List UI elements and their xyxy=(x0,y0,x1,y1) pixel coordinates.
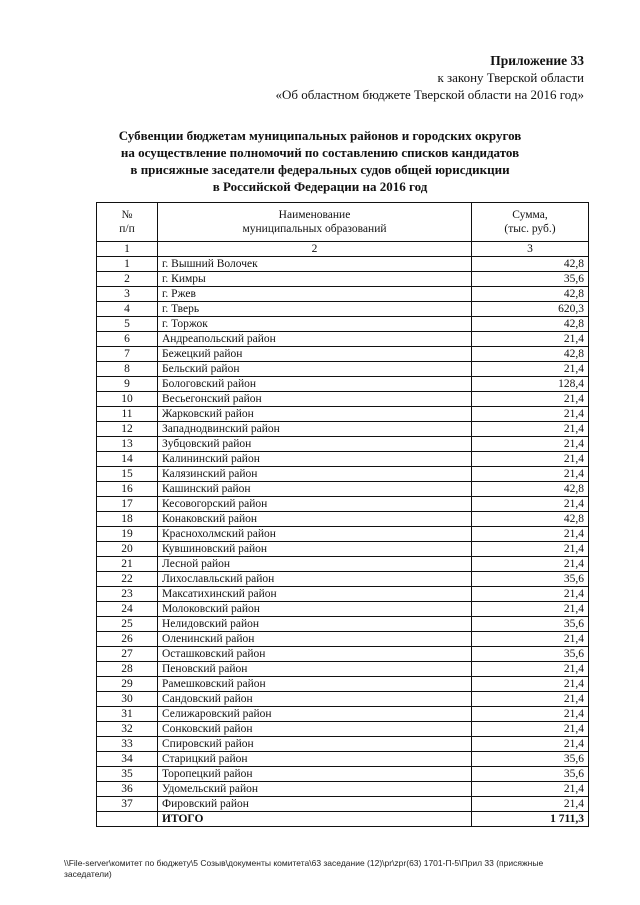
row-name: Зубцовский район xyxy=(158,437,472,452)
row-number: 1 xyxy=(97,257,158,272)
row-name: Максатихинский район xyxy=(158,587,472,602)
row-number: 32 xyxy=(97,722,158,737)
row-sum: 21,4 xyxy=(472,662,589,677)
row-sum: 21,4 xyxy=(472,677,589,692)
row-sum: 21,4 xyxy=(472,557,589,572)
row-name: Бельский район xyxy=(158,362,472,377)
row-name: Бежецкий район xyxy=(158,347,472,362)
table-row xyxy=(97,497,589,512)
row-sum: 35,6 xyxy=(472,767,589,782)
row-name: Старицкий район xyxy=(158,752,472,767)
row-number: 30 xyxy=(97,692,158,707)
row-name: г. Ржев xyxy=(158,287,472,302)
row-number: 19 xyxy=(97,527,158,542)
table-row xyxy=(97,272,589,287)
column-number: 3 xyxy=(472,242,589,257)
row-sum: 42,8 xyxy=(472,257,589,272)
row-number: 35 xyxy=(97,767,158,782)
row-name: г. Кимры xyxy=(158,272,472,287)
row-number: 12 xyxy=(97,422,158,437)
table-row xyxy=(97,437,589,452)
row-sum: 21,4 xyxy=(472,332,589,347)
row-sum: 21,4 xyxy=(472,362,589,377)
row-sum: 35,6 xyxy=(472,752,589,767)
table-row xyxy=(97,587,589,602)
appendix-title: Приложение 33 xyxy=(490,53,584,68)
row-number: 2 xyxy=(97,272,158,287)
row-number: 3 xyxy=(97,287,158,302)
header-name: Наименование муниципальных образований xyxy=(158,203,472,242)
row-number: 26 xyxy=(97,632,158,647)
row-name: г. Тверь xyxy=(158,302,472,317)
title-line: Субвенции бюджетам муниципальных районов и городских округов xyxy=(118,128,522,143)
row-number: 18 xyxy=(97,512,158,527)
table-row xyxy=(97,737,589,752)
row-name: Торопецкий район xyxy=(158,767,472,782)
row-sum: 21,4 xyxy=(472,437,589,452)
table-row xyxy=(97,572,589,587)
row-sum: 21,4 xyxy=(472,392,589,407)
table-row xyxy=(97,287,589,302)
row-number: 31 xyxy=(97,707,158,722)
row-number: 14 xyxy=(97,452,158,467)
row-number: 27 xyxy=(97,647,158,662)
document-title xyxy=(0,127,640,195)
row-number: 6 xyxy=(97,332,158,347)
row-name: Кашинский район xyxy=(158,482,472,497)
row-number: 34 xyxy=(97,752,158,767)
row-sum: 35,6 xyxy=(472,272,589,287)
total-label: ИТОГО xyxy=(158,812,472,827)
row-name: Бологовский район xyxy=(158,377,472,392)
row-number: 17 xyxy=(97,497,158,512)
appendix-line-2: «Об областном бюджете Тверской области на 2016 год» xyxy=(275,87,584,102)
row-number: 9 xyxy=(97,377,158,392)
table-row xyxy=(97,662,589,677)
row-sum: 21,4 xyxy=(472,467,589,482)
row-sum: 21,4 xyxy=(472,497,589,512)
table-row xyxy=(97,302,589,317)
column-number: 1 xyxy=(97,242,158,257)
row-name: Осташковский район xyxy=(158,647,472,662)
table-row xyxy=(97,482,589,497)
row-number: 22 xyxy=(97,572,158,587)
row-sum: 42,8 xyxy=(472,317,589,332)
row-sum: 35,6 xyxy=(472,617,589,632)
row-name: Кувшиновский район xyxy=(158,542,472,557)
row-number: 13 xyxy=(97,437,158,452)
row-sum: 21,4 xyxy=(472,407,589,422)
row-name: Сонковский район xyxy=(158,722,472,737)
row-name: Селижаровский район xyxy=(158,707,472,722)
row-number: 33 xyxy=(97,737,158,752)
appendix-block xyxy=(276,52,584,103)
row-name: Конаковский район xyxy=(158,512,472,527)
table-row xyxy=(97,467,589,482)
row-sum: 35,6 xyxy=(472,647,589,662)
row-sum: 21,4 xyxy=(472,797,589,812)
row-name: г. Торжок xyxy=(158,317,472,332)
table-row xyxy=(97,317,589,332)
row-sum: 42,8 xyxy=(472,482,589,497)
row-number: 11 xyxy=(97,407,158,422)
row-sum: 21,4 xyxy=(472,602,589,617)
row-sum: 21,4 xyxy=(472,422,589,437)
row-sum: 42,8 xyxy=(472,287,589,302)
table-row xyxy=(97,557,589,572)
table-row xyxy=(97,542,589,557)
row-name: Спировский район xyxy=(158,737,472,752)
row-sum: 21,4 xyxy=(472,542,589,557)
title-line: в Российской Федерации на 2016 год xyxy=(212,179,428,194)
table-row xyxy=(97,377,589,392)
row-sum: 21,4 xyxy=(472,527,589,542)
row-number: 29 xyxy=(97,677,158,692)
table-row xyxy=(97,617,589,632)
row-name: Калининский район xyxy=(158,452,472,467)
row-name: Рамешковский район xyxy=(158,677,472,692)
row-name: Лесной район xyxy=(158,557,472,572)
table-row xyxy=(97,392,589,407)
row-name: г. Вышний Волочек xyxy=(158,257,472,272)
row-name: Оленинский район xyxy=(158,632,472,647)
table-row xyxy=(97,362,589,377)
table-row xyxy=(97,692,589,707)
row-name: Фировский район xyxy=(158,797,472,812)
row-number: 24 xyxy=(97,602,158,617)
table-row xyxy=(97,257,589,272)
table-row xyxy=(97,722,589,737)
table-row xyxy=(97,752,589,767)
table-row xyxy=(97,347,589,362)
total-sum: 1 711,3 xyxy=(472,812,589,827)
row-number: 23 xyxy=(97,587,158,602)
column-number-row xyxy=(97,242,589,257)
table-row xyxy=(97,632,589,647)
row-number: 37 xyxy=(97,797,158,812)
table-row xyxy=(97,422,589,437)
row-number: 16 xyxy=(97,482,158,497)
row-sum: 42,8 xyxy=(472,512,589,527)
total-empty xyxy=(97,812,158,827)
row-sum: 21,4 xyxy=(472,692,589,707)
row-name: Жарковский район xyxy=(158,407,472,422)
row-name: Удомельский район xyxy=(158,782,472,797)
row-sum: 21,4 xyxy=(472,782,589,797)
row-number: 10 xyxy=(97,392,158,407)
row-sum: 42,8 xyxy=(472,347,589,362)
row-name: Западнодвинский район xyxy=(158,422,472,437)
table-row xyxy=(97,647,589,662)
row-name: Андреапольский район xyxy=(158,332,472,347)
header-number: № п/п xyxy=(97,203,158,242)
row-number: 5 xyxy=(97,317,158,332)
subventions-table xyxy=(96,202,589,827)
row-number: 15 xyxy=(97,467,158,482)
row-number: 8 xyxy=(97,362,158,377)
row-name: Пеновский район xyxy=(158,662,472,677)
row-number: 21 xyxy=(97,557,158,572)
row-name: Краснохолмский район xyxy=(158,527,472,542)
row-name: Лихославльский район xyxy=(158,572,472,587)
row-sum: 21,4 xyxy=(472,707,589,722)
column-number: 2 xyxy=(158,242,472,257)
table-row xyxy=(97,407,589,422)
row-sum: 21,4 xyxy=(472,452,589,467)
row-number: 20 xyxy=(97,542,158,557)
row-sum: 21,4 xyxy=(472,587,589,602)
table-header-row xyxy=(97,203,589,242)
row-name: Кесовогорский район xyxy=(158,497,472,512)
row-number: 4 xyxy=(97,302,158,317)
appendix-line-1: к закону Тверской области xyxy=(437,70,584,85)
title-line: в присяжные заседатели федеральных судов общей юрисдикции xyxy=(130,162,510,177)
row-number: 36 xyxy=(97,782,158,797)
table-row xyxy=(97,677,589,692)
row-name: Сандовский район xyxy=(158,692,472,707)
row-name: Весьегонский район xyxy=(158,392,472,407)
total-row xyxy=(97,812,589,827)
table-row xyxy=(97,452,589,467)
row-name: Калязинский район xyxy=(158,467,472,482)
table-row xyxy=(97,782,589,797)
row-sum: 620,3 xyxy=(472,302,589,317)
table-row xyxy=(97,527,589,542)
row-sum: 21,4 xyxy=(472,632,589,647)
row-sum: 21,4 xyxy=(472,737,589,752)
table-row xyxy=(97,512,589,527)
table-row xyxy=(97,707,589,722)
row-name: Нелидовский район xyxy=(158,617,472,632)
table-row xyxy=(97,602,589,617)
row-sum: 21,4 xyxy=(472,722,589,737)
row-number: 28 xyxy=(97,662,158,677)
table-row xyxy=(97,797,589,812)
row-number: 25 xyxy=(97,617,158,632)
title-line: на осуществление полномочий по составлению списков кандидатов xyxy=(120,145,520,160)
table-row xyxy=(97,332,589,347)
row-sum: 128,4 xyxy=(472,377,589,392)
table-row xyxy=(97,767,589,782)
header-sum: Сумма, (тыс. руб.) xyxy=(472,203,589,242)
row-number: 7 xyxy=(97,347,158,362)
file-path-footer: \\File-server\комитет по бюджету\5 Созыв\документы комитета\63 заседание (12)\pr\zpr(63) 1701-П-5\Прил 33 (присяжные заседатели) xyxy=(64,858,544,879)
row-sum: 35,6 xyxy=(472,572,589,587)
row-name: Молоковский район xyxy=(158,602,472,617)
